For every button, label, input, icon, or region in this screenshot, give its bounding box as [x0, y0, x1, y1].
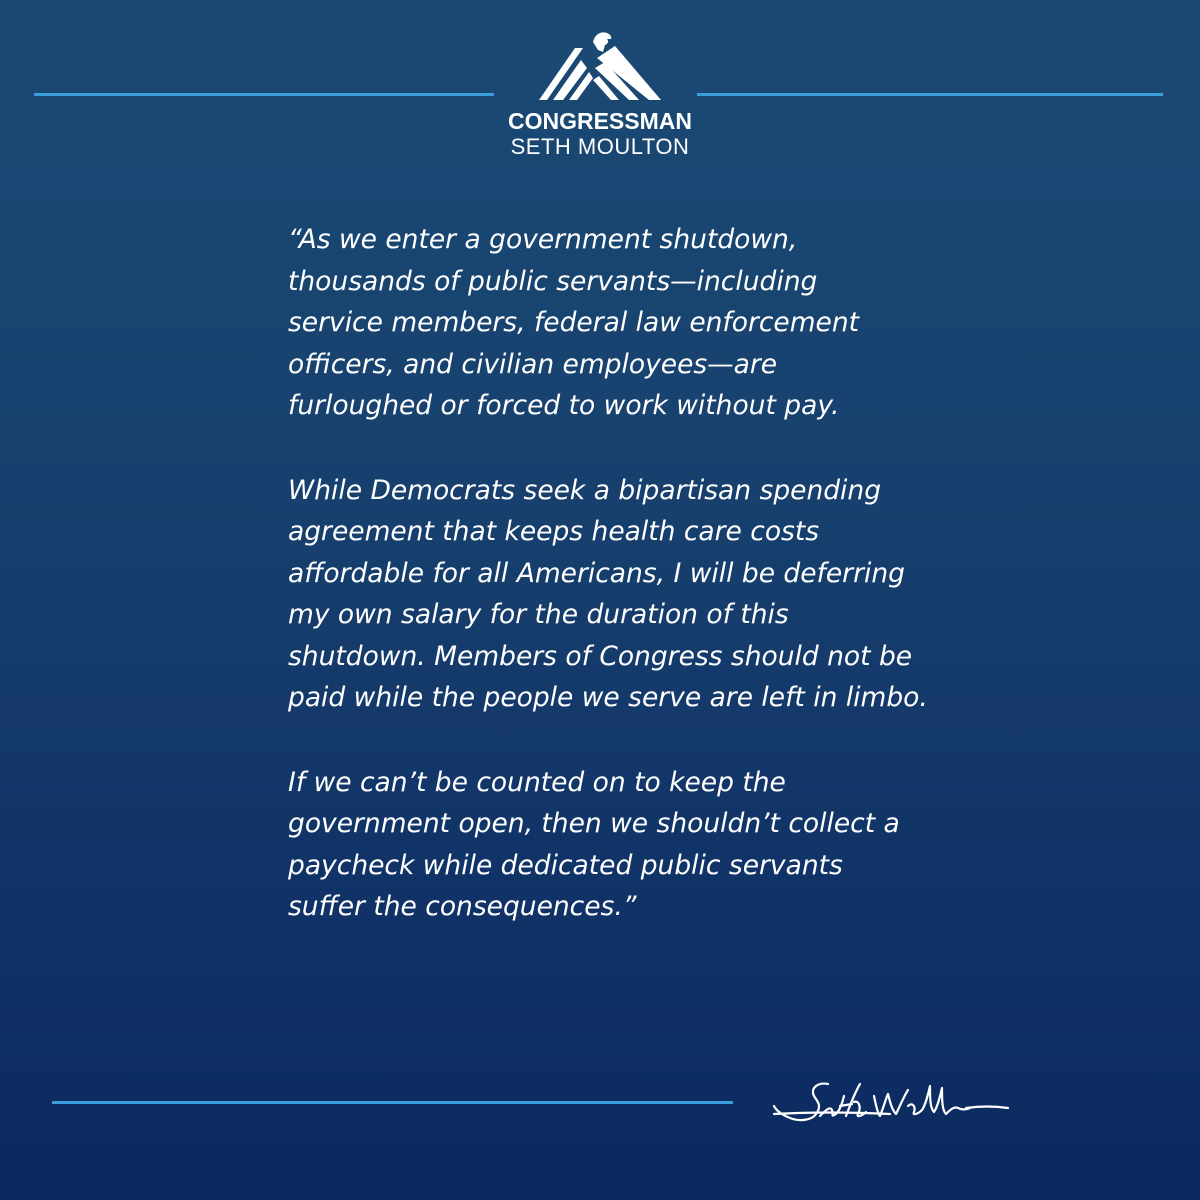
statement-paragraph: If we can’t be counted on to keep the government open, then we shouldn’t collect a paycheck while dedicated public servants suffer the consequences.”	[288, 766, 900, 922]
logo-subtitle: SETH MOULTON	[510, 134, 690, 159]
header-divider-left	[34, 93, 494, 96]
eagle-mountain-logo-icon	[535, 28, 665, 104]
statement-quote	[288, 219, 988, 971]
logo-title: CONGRESSMAN	[507, 108, 692, 134]
congressman-logo	[495, 28, 705, 168]
header-divider-right	[697, 93, 1163, 96]
signature	[770, 1076, 1010, 1136]
footer-divider	[52, 1101, 733, 1104]
statement-paragraph: While Democrats seek a bipartisan spending agreement that keeps health care costs affordable for all Americans, I will be deferring my own salary for the duration of this shutdown. Members of Congress should not be paid while the people we serve are left in limbo.	[288, 474, 928, 713]
handwritten-signature-icon	[770, 1076, 1010, 1136]
statement-paragraph: “As we enter a government shutdown, thousands of public servants—including service members, federal law enforcement officers, and civilian employees—are furloughed or forced to work without pay.	[288, 224, 860, 421]
